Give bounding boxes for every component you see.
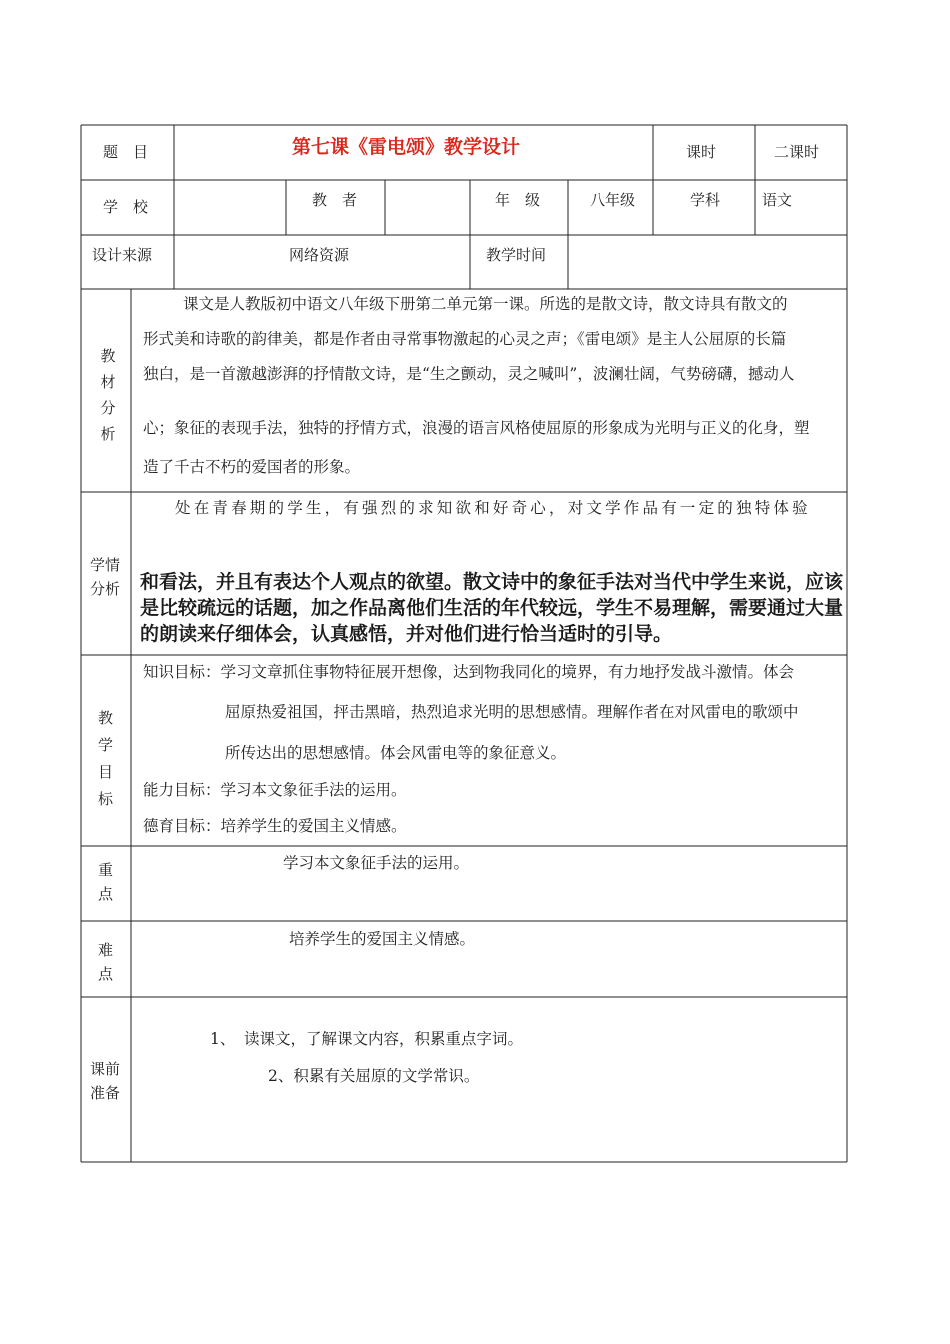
grade-label: 年 级	[495, 191, 541, 209]
teacher-label: 教 者	[312, 191, 358, 209]
school-label: 学 校	[103, 198, 149, 216]
topic-label: 题 目	[103, 143, 149, 161]
difficulty-label: 难点	[98, 941, 114, 983]
hours-value: 二课时	[774, 143, 820, 161]
prep-item1: 读课文，了解课文内容，积累重点字词。	[244, 1030, 524, 1048]
hours-label: 课时	[686, 143, 717, 161]
moral-goal: 德育目标：培养学生的爱国主义情感。	[143, 817, 407, 835]
teaching-time-label: 教学时间	[486, 246, 547, 264]
textbook-analysis-label	[96, 343, 120, 447]
knowledge-goal: 知识目标：学习文章抓住事物特征展开想像，达到物我同化的境界，有力地抒发战斗激情。体会	[143, 663, 795, 681]
subject-label: 学科	[690, 191, 721, 209]
student-analysis-bold-line: 和看法，并且有表达个人观点的欲望。散文诗中的象征手法对当代中学生来说，应该	[140, 571, 844, 593]
textbook-line: 形式美和诗歌的韵律美，都是作者由寻常事物激起的心灵之声；《雷电颂》是主人公屈原的长篇	[143, 330, 787, 348]
ability-goal: 能力目标：学习本文象征手法的运用。	[143, 781, 407, 799]
source-value: 网络资源	[289, 246, 350, 264]
subject-value: 语文	[762, 191, 793, 209]
key-point-label: 重点	[98, 861, 114, 903]
student-analysis-bold-line: 是比较疏远的话题，加之作品离他们生活的年代较远，学生不易理解，需要通过大量	[140, 597, 844, 619]
difficulty-text: 培养学生的爱国主义情感。	[289, 930, 476, 948]
teaching-goals-label: 教学目标	[98, 709, 114, 808]
source-label: 设计来源	[92, 246, 153, 264]
student-analysis-label: 学情分析	[90, 556, 121, 598]
key-point-text: 学习本文象征手法的运用。	[283, 854, 470, 872]
knowledge-goal-cont: 所传达出的思想感情。体会风雷电等的象征意义。	[225, 744, 567, 762]
student-analysis-line1: 处在青春期的学生，有强烈的求知欲和好奇心，对文学作品有一定的独特体验	[175, 499, 811, 517]
textbook-line: 课文是人教版初中语文八年级下册第二单元第一课。所选的是散文诗，散文诗具有散文的	[183, 295, 788, 313]
page-title: 第七课《雷电颂》教学设计	[292, 136, 521, 158]
textbook-line: 独白，是一首激越澎湃的抒情散文诗，是“生之颤动，灵之喊叫”，波澜壮阔，气势磅礴，撼动人	[143, 365, 795, 383]
preparation-label: 课前准备	[90, 1060, 121, 1102]
knowledge-goal-cont: 屈原热爱祖国，抨击黑暗，热烈追求光明的思想感情。理解作者在对风雷电的歌颂中	[225, 703, 799, 721]
textbook-line: 心；象征的表现手法，独特的抒情方式，浪漫的语言风格使屈原的形象成为光明与正义的化身，塑	[143, 419, 810, 437]
textbook-analysis-label-text: 教材分析	[100, 347, 116, 443]
prep-item1-number: 1、	[210, 1030, 236, 1048]
prep-item2: 2、积累有关屈原的文学常识。	[268, 1067, 480, 1085]
textbook-line: 造了千古不朽的爱国者的形象。	[143, 458, 361, 476]
student-analysis-bold-line: 的朗读来仔细体会，认真感悟，并对他们进行恰当适时的引导。	[140, 623, 673, 645]
grade-value: 八年级	[590, 191, 636, 209]
